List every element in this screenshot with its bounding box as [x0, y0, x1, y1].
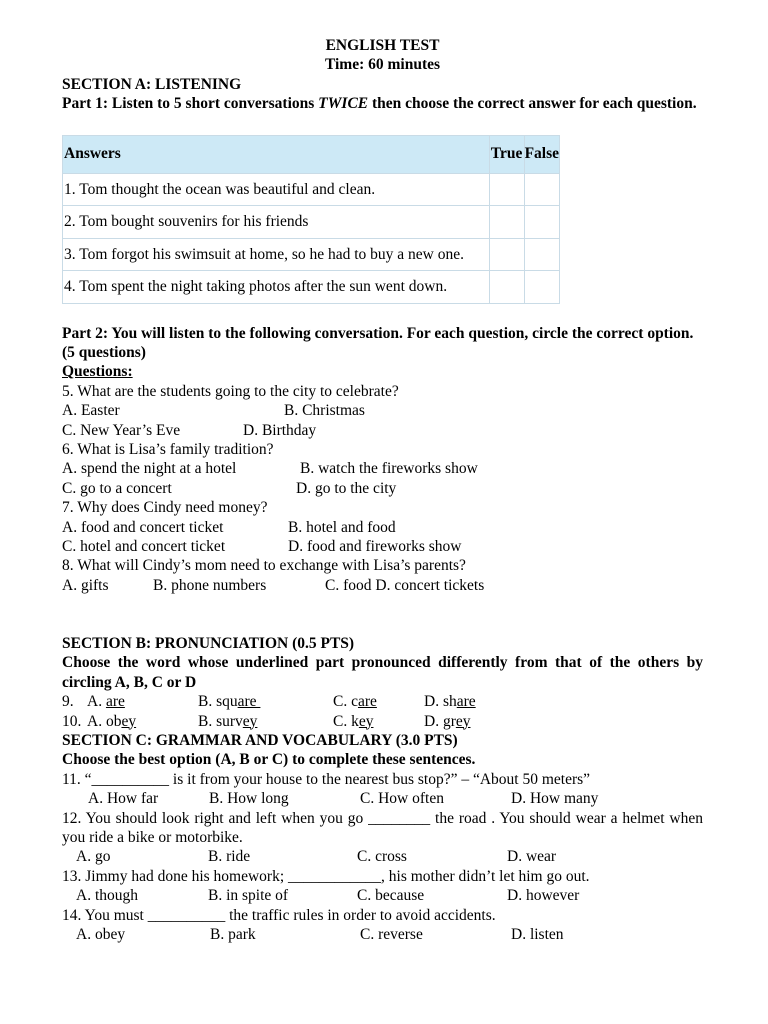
q9-number: 9. [62, 693, 74, 711]
q12-option-a[interactable]: A. go [76, 848, 111, 866]
q6-option-b[interactable]: B. watch the fireworks show [300, 460, 478, 478]
question-6: 6. What is Lisa’s family tradition? [62, 441, 274, 459]
q13-option-a[interactable]: A. though [76, 887, 138, 905]
question-5: 5. What are the students going to the city to celebrate? [62, 382, 399, 400]
q14-options [62, 925, 703, 944]
question-9 [62, 692, 703, 711]
q12-option-b[interactable]: B. ride [208, 848, 251, 866]
statement-2: 2. Tom bought souvenirs for his friends [63, 206, 490, 239]
test-time: Time: 60 minutes [324, 56, 441, 74]
q8-option-a[interactable]: A. gifts [62, 576, 109, 594]
header-false: False [524, 135, 559, 173]
q11-option-c[interactable]: C. How often [360, 790, 444, 808]
false-cell-2[interactable] [524, 206, 559, 239]
section-c-title: SECTION C: GRAMMAR AND VOCABULARY (3.0 PTS) [62, 731, 458, 749]
question-13: 13. Jimmy had done his homework; ____________, his mother didn’t let him go out. [62, 867, 590, 885]
q13-option-b[interactable]: B. in spite of [208, 887, 289, 905]
question-8: 8. What will Cindy’s mom need to exchange with Lisa’s parents? [62, 557, 466, 575]
table-row [63, 206, 560, 239]
section-a-title: SECTION A: LISTENING [62, 75, 242, 93]
q5-options-cd [62, 421, 703, 440]
q6-options-ab [62, 459, 703, 478]
q10-option-d[interactable]: D. grey [424, 712, 471, 730]
q6-options-cd [62, 479, 703, 498]
q11-option-d[interactable]: D. How many [511, 790, 599, 808]
q6-option-d[interactable]: D. go to the city [296, 479, 397, 497]
q5-option-a[interactable]: A. Easter [62, 402, 120, 420]
section-b-instructions: Choose the word whose underlined part pronounced differently from that of the others by circling A, B, C or D [62, 654, 703, 691]
q14-option-d[interactable]: D. listen [511, 926, 564, 943]
spacer [62, 595, 703, 614]
q9-option-d[interactable]: D. share [424, 693, 476, 711]
q7-option-a[interactable]: A. food and concert ticket [62, 518, 224, 536]
statement-1: 1. Tom thought the ocean was beautiful and clean. [63, 173, 490, 206]
q10-number: 10. [62, 712, 82, 730]
table-row [63, 271, 560, 304]
q14-option-c[interactable]: C. reverse [360, 926, 423, 943]
q11-options [62, 789, 703, 808]
false-cell-3[interactable] [524, 238, 559, 271]
part2-instructions: Part 2: You will listen to the following conversation. For each question, circle the correct option. (5 questions) [62, 324, 694, 362]
q13-options [62, 886, 703, 905]
false-cell-1[interactable] [524, 173, 559, 206]
table-header-row [63, 135, 560, 173]
q5-options-ab [62, 401, 703, 420]
q8-option-b[interactable]: B. phone numbers [153, 576, 267, 594]
false-cell-4[interactable] [524, 271, 559, 304]
q7-option-d[interactable]: D. food and fireworks show [288, 538, 462, 556]
section-c-instructions: Choose the best option (A, B or C) to complete these sentences. [62, 751, 476, 769]
q13-option-c[interactable]: C. because [357, 887, 425, 905]
question-7: 7. Why does Cindy need money? [62, 499, 268, 517]
q9-option-c[interactable]: C. care [333, 693, 377, 711]
q12-option-c[interactable]: C. cross [357, 848, 407, 866]
answers-table [62, 135, 560, 304]
q7-option-b[interactable]: B. hotel and food [288, 518, 396, 536]
true-cell-3[interactable] [489, 238, 524, 271]
q9-option-a[interactable]: A. are [87, 693, 125, 711]
table-row [63, 238, 560, 271]
section-b-title: SECTION B: PRONUNCIATION (0.5 PTS) [62, 634, 355, 652]
true-cell-4[interactable] [489, 271, 524, 304]
statement-4: 4. Tom spent the night taking photos after the sun went down. [63, 271, 490, 304]
q6-option-c[interactable]: C. go to a concert [62, 479, 172, 497]
q8-option-cd[interactable]: C. food D. concert tickets [325, 576, 485, 594]
q13-option-d[interactable]: D. however [507, 887, 580, 905]
q7-options-ab [62, 518, 703, 537]
q10-option-c[interactable]: C. key [333, 712, 374, 730]
q10-option-a[interactable]: A. obey [87, 712, 137, 730]
table-row [63, 173, 560, 206]
header-answers: Answers [63, 135, 490, 173]
q11-option-b[interactable]: B. How long [209, 790, 289, 808]
q14-option-a[interactable]: A. obey [76, 926, 126, 943]
q10-option-b[interactable]: B. survey [198, 712, 258, 730]
question-11: 11. “__________ is it from your house to the nearest bus stop?” – “About 50 meters” [62, 770, 591, 788]
question-14: 14. You must __________ the traffic rules in order to avoid accidents. [62, 906, 496, 924]
part1-instructions: Part 1: Listen to 5 short conversations TWICE then choose the correct answer for each question. [62, 95, 697, 113]
question-10 [62, 712, 703, 731]
q5-option-d[interactable]: D. Birthday [243, 421, 317, 439]
q5-option-b[interactable]: B. Christmas [284, 402, 365, 420]
q6-option-a[interactable]: A. spend the night at a hotel [62, 460, 237, 478]
statement-3: 3. Tom forgot his swimsuit at home, so he had to buy a new one. [63, 238, 490, 271]
document-body [62, 36, 703, 944]
q8-options [62, 576, 703, 595]
true-cell-1[interactable] [489, 173, 524, 206]
spacer [62, 615, 703, 634]
question-12: 12. You should look right and left when you go ________ the road . You should wear a helmet when you ride a bike or motorbike. [62, 809, 703, 846]
q7-option-c[interactable]: C. hotel and concert ticket [62, 538, 226, 556]
q7-options-cd [62, 537, 703, 556]
questions-label: Questions: [62, 363, 133, 381]
header-true: True [489, 135, 524, 173]
test-title: ENGLISH TEST [325, 37, 440, 54]
true-cell-2[interactable] [489, 206, 524, 239]
q12-option-d[interactable]: D. wear [507, 848, 557, 866]
q12-options [62, 847, 703, 866]
q9-option-b[interactable]: B. square [198, 693, 261, 711]
q11-option-a[interactable]: A. How far [88, 790, 159, 808]
q5-option-c[interactable]: C. New Year’s Eve [62, 421, 181, 439]
q14-option-b[interactable]: B. park [210, 926, 256, 943]
